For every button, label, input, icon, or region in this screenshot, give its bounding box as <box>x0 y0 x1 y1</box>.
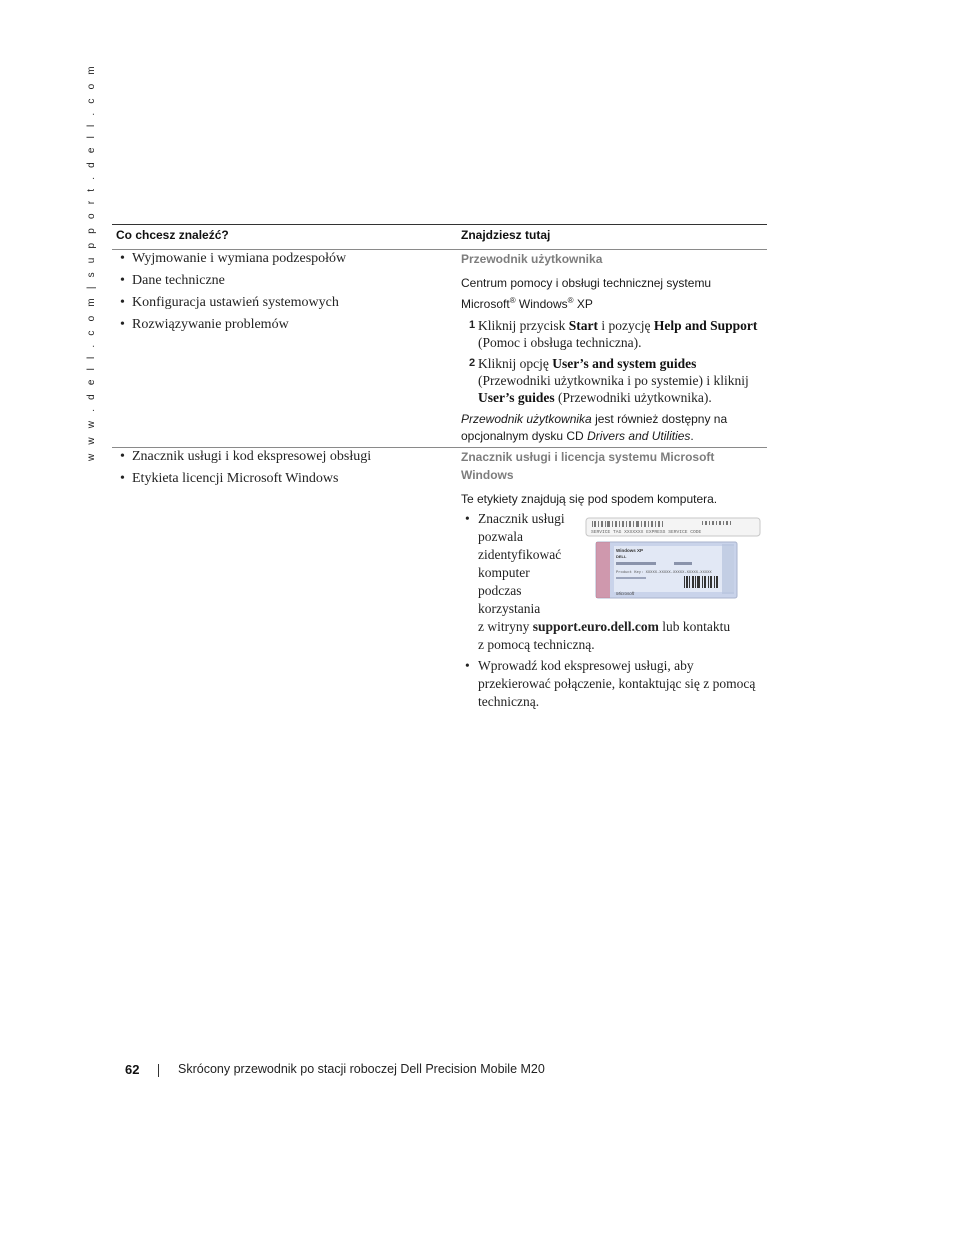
list-item: • Rozwiązywanie problemów <box>112 317 442 333</box>
service-tag-subhead: Znacznik usługi i licencja systemu Microsoft Windows <box>461 450 715 482</box>
list-item: • Znacznik usługi pozwala zidentyfikować komputer podczas korzystania z witryny support.euro.dell.com lub kontaktu z pomocą techniczną. <box>461 510 767 654</box>
list-item: • Dane techniczne <box>112 273 442 289</box>
footer-divider <box>158 1064 159 1077</box>
row1-list <box>112 251 442 333</box>
row2-left <box>112 449 442 493</box>
coa-brand-text: Windows XP <box>616 548 643 553</box>
list-item: • Wprowadź kod ekspresowej usługi, aby przekierować połączenie, kontaktując się z pomocą techniczną. <box>461 657 767 711</box>
page-number: 62 <box>125 1062 140 1077</box>
col2-header: Znajdziesz tutaj <box>461 228 551 242</box>
row2-list <box>112 449 442 487</box>
list-item: • Wyjmowanie i wymiana podzespołów <box>112 251 442 267</box>
row2-right <box>461 448 767 508</box>
table-top-rule <box>112 224 767 225</box>
service-tag-label-image <box>584 516 764 602</box>
side-url-text: w w w . d e l l . c o m | s u p p o r t . d e l l . c o m <box>86 63 97 461</box>
coa-product-key: Product Key: XXXXX-XXXXX-XXXXX-XXXXX-XXXXX <box>616 571 712 575</box>
list-item: • Etykieta licencji Microsoft Windows <box>112 471 442 487</box>
user-guide-subhead: Przewodnik użytkownika <box>461 252 603 266</box>
footer-title: Skrócony przewodnik po stacji roboczej Dell Precision Mobile M20 <box>178 1062 545 1076</box>
coa-microsoft-text: Microsoft <box>616 591 635 596</box>
help-center-text: Centrum pomocy i obsługi technicznej systemu Microsoft® Windows® XP <box>461 276 712 311</box>
col1-header: Co chcesz znaleźć? <box>116 228 229 242</box>
coa-dell-text: DELL <box>616 554 627 559</box>
cd-note: Przewodnik użytkownika jest również dostępny na opcjonalnym dysku CD Drivers and Utilities. <box>461 412 728 443</box>
step-2: 2 Kliknij opcję User’s and system guides (Przewodniki użytkownika i po systemie) i kliknij User’s guides (Przewodniki użytkownika). <box>469 356 749 405</box>
step-1: 1 Kliknij przycisk Start i pozycję Help and Support (Pomoc i obsługa techniczna). <box>469 318 758 350</box>
list-item: • Konfiguracja ustawień systemowych <box>112 295 442 311</box>
list-item: • Znacznik usługi i kod ekspresowej obsługi <box>112 449 442 465</box>
row1-right <box>461 250 767 445</box>
labels-location-text: Te etykiety znajdują się pod spodem komputera. <box>461 492 718 506</box>
service-tag-sticker-text: SERVICE TAG XXXXXXX EXPRESS SERVICE CODE <box>591 530 702 535</box>
row1-left <box>112 251 442 339</box>
